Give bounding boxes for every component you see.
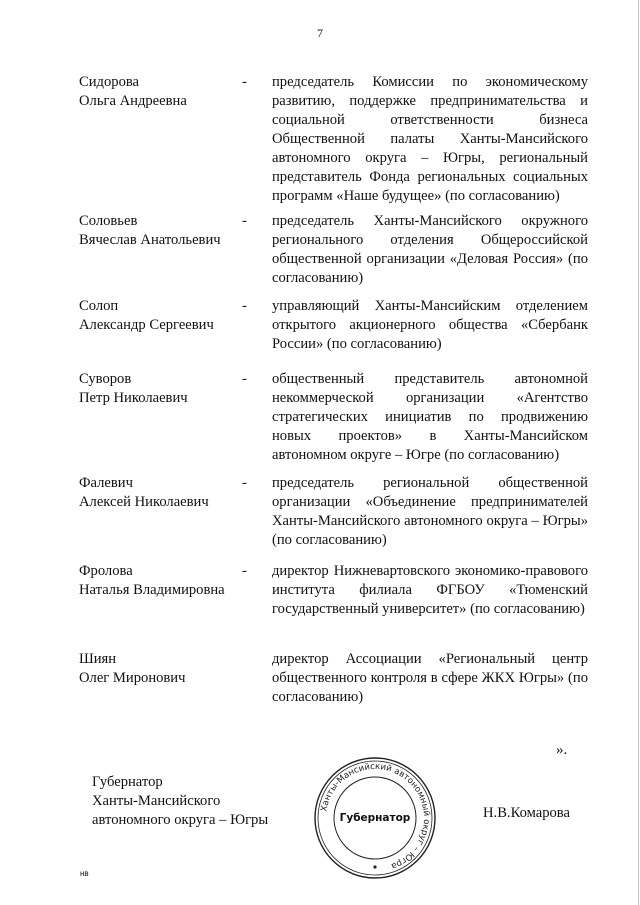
member-surname: Шиян bbox=[79, 651, 117, 667]
member-name bbox=[79, 73, 249, 111]
member-given-name: Ольга Андреевна bbox=[79, 93, 187, 109]
member-name bbox=[79, 474, 249, 512]
member-position: директор Нижневартовского экономико-правового института филиала ФГБОУ «Тюменский государственный университет» (по согласованию) bbox=[272, 563, 588, 617]
member-name bbox=[79, 212, 249, 250]
signer-name: Н.В.Комарова bbox=[483, 805, 570, 821]
member-position: председатель Комиссии по экономическому развитию, поддержке предпринимательства и социальной ответственности бизнеса Общественной палаты Ханты-Мансийского автономного округа – Югры, региональный представитель Фонда региональных социальных программ «Наше будущее» (по согласованию) bbox=[272, 74, 588, 204]
member-dash: - bbox=[242, 563, 247, 579]
member-dash: - bbox=[242, 74, 247, 90]
member-given-name: Александр Сергеевич bbox=[79, 317, 214, 333]
member-given-name: Вячеслав Анатольевич bbox=[79, 232, 221, 248]
member-position: председатель Ханты-Мансийского окружного регионального отделения Общероссийской общественной организации «Деловая Россия» (по согласованию) bbox=[272, 213, 588, 286]
member-position: управляющий Ханты-Мансийским отделением открытого акционерного общества «Сбербанк России» (по согласованию) bbox=[272, 298, 588, 352]
seal-star-icon bbox=[373, 865, 376, 868]
member-surname: Фролова bbox=[79, 563, 133, 579]
member-dash: - bbox=[242, 475, 247, 491]
member-position: председатель региональной общественной организации «Объединение предпринимателей Ханты-Мансийского автономного округа – Югры» (по согласованию) bbox=[272, 475, 588, 548]
member-name bbox=[79, 562, 249, 600]
member-name bbox=[79, 297, 249, 335]
member-surname: Соловьев bbox=[79, 213, 138, 229]
member-given-name: Наталья Владимировна bbox=[79, 582, 225, 598]
member-name bbox=[79, 650, 249, 688]
member-dash: - bbox=[242, 213, 247, 229]
page-number: 7 bbox=[317, 26, 323, 40]
member-given-name: Алексей Николаевич bbox=[79, 494, 209, 510]
member-surname: Солоп bbox=[79, 298, 119, 314]
member-dash: - bbox=[242, 371, 247, 387]
member-position: директор Ассоциации «Региональный центр общественного контроля в сфере ЖКХ Югры» (по согласованию) bbox=[272, 651, 588, 705]
member-name bbox=[79, 370, 249, 408]
signature-title-line: Ханты-Мансийского bbox=[92, 793, 221, 809]
seal-ring-text: Ханты-Мансийский автономный округ – Югра bbox=[319, 761, 432, 871]
signature-title-line: Губернатор bbox=[92, 774, 163, 790]
member-dash: - bbox=[242, 298, 247, 314]
closing-quote: ». bbox=[556, 742, 568, 758]
member-surname: Суворов bbox=[79, 371, 132, 387]
member-position: общественный представитель автономной некоммерческой организации «Агентство стратегических инициатив по продвижению новых проектов» в Ханты-Мансийском автономном округе – Югре (по согласованию) bbox=[272, 371, 588, 463]
governor-seal bbox=[312, 755, 438, 881]
signature-title-block bbox=[92, 773, 268, 830]
executor-initials: нв bbox=[80, 869, 89, 878]
member-surname: Сидорова bbox=[79, 74, 140, 90]
member-given-name: Олег Миронович bbox=[79, 670, 186, 686]
member-given-name: Петр Николаевич bbox=[79, 390, 188, 406]
seal-center-text: Губернатор bbox=[339, 812, 411, 824]
member-surname: Фалевич bbox=[79, 475, 133, 491]
signature-title-line: автономного округа – Югры bbox=[92, 812, 269, 828]
scan-edge-line bbox=[638, 0, 639, 905]
